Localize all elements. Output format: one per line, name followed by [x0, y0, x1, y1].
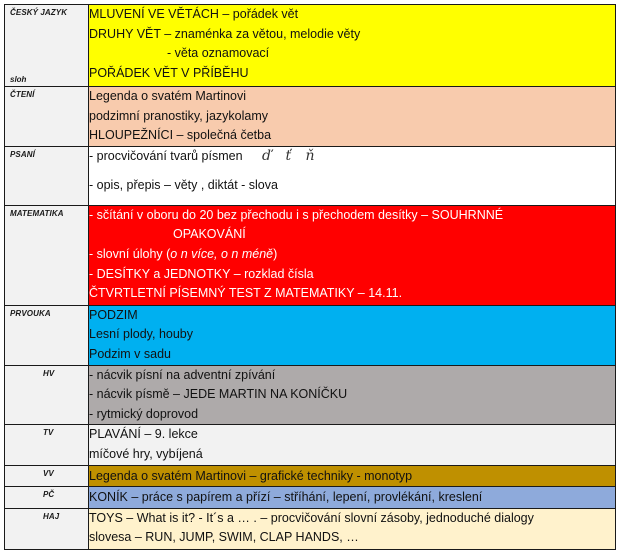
content-cell	[89, 465, 616, 487]
content-line: podzimní pranostiky, jazykolamy	[89, 108, 269, 123]
handwritten-letter: ď	[262, 147, 271, 164]
row-pc	[5, 487, 616, 509]
content-line	[89, 245, 615, 265]
handwriting-sample	[252, 148, 315, 164]
row-matematika	[5, 205, 616, 305]
subject-cell	[5, 425, 89, 465]
row-hv	[5, 365, 616, 425]
content-line: OPAKOVÁNÍ	[173, 227, 246, 242]
handwritten-letter: ť	[285, 147, 292, 164]
subject-name: HV	[43, 368, 55, 378]
content-line: Legenda o svatém Martinovi	[89, 89, 247, 103]
content-text: )	[273, 246, 278, 261]
handwritten-letter: ň	[305, 147, 315, 164]
row-haj	[5, 508, 616, 549]
row-psani	[5, 146, 616, 205]
content-line: - nácvik písní na adventní zpívání	[89, 367, 276, 382]
content-cell	[89, 487, 616, 509]
schedule-table	[4, 4, 616, 550]
content-cell	[89, 205, 616, 305]
row-prvouka	[5, 305, 616, 365]
content-cell	[89, 305, 616, 365]
content-line: PODZIM	[89, 307, 138, 322]
content-line: - rytmický doprovod	[89, 406, 199, 421]
subject-name: ČESKÝ JAZYK	[10, 8, 68, 17]
content-cell	[89, 146, 616, 205]
row-tv	[5, 425, 616, 465]
content-line: KONÍK – práce s papírem a přízí – stříhání, lepení, provlékání, kreslení	[89, 490, 483, 505]
content-line	[89, 147, 615, 167]
content-cell	[89, 425, 616, 465]
subject-cell	[5, 508, 89, 549]
content-line: Legenda o svatém Martinovi – grafické techniky - monotyp	[89, 468, 413, 483]
content-line: MLUVENÍ VE VĚTÁCH – pořádek vět	[89, 7, 299, 21]
subject-name: PSANÍ	[10, 149, 35, 159]
subject-name: MATEMATIKA	[10, 208, 64, 218]
subject-cell	[5, 365, 89, 425]
subject-cell	[5, 465, 89, 487]
content-text: - slovní úlohy (	[89, 246, 171, 261]
row-cteni	[5, 87, 616, 147]
content-line: PLAVÁNÍ – 9. lekce	[89, 427, 198, 442]
content-line: DRUHY VĚT – znaménka za větou, melodie věty	[89, 26, 361, 41]
content-line: HLOUPEŽNÍCI – společná četba	[89, 128, 272, 143]
subject-name: PRVOUKA	[10, 308, 51, 318]
subject-cell	[5, 146, 89, 205]
row-cesky-jazyk	[5, 5, 616, 87]
content-cell	[89, 365, 616, 425]
content-line: slovesa – RUN, JUMP, SWIM, CLAP HANDS, …	[89, 530, 359, 545]
content-cell	[89, 508, 616, 549]
row-vv	[5, 465, 616, 487]
subject-name: VV	[43, 468, 54, 478]
content-line: míčové hry, vybíjená	[89, 446, 203, 461]
subject-name: PČ	[43, 490, 55, 500]
content-line: - sčítání v oboru do 20 bez přechodu i s přechodem desítky – SOUHRNNÉ	[89, 207, 504, 222]
content-line: Podzim v sadu	[89, 346, 171, 361]
subject-name: TV	[43, 428, 54, 438]
content-text-italic: o n více, o n méně	[170, 246, 274, 261]
content-line: Lesní plody, houby	[89, 327, 194, 342]
content-line: - opis, přepis – věty , diktát - slova	[89, 178, 278, 193]
subject-cell	[5, 305, 89, 365]
content-line: POŘÁDEK VĚT V PŘÍBĚHU	[89, 65, 249, 80]
subject-name: ČTENÍ	[10, 90, 35, 99]
subject-sublabel: sloh	[10, 75, 27, 84]
subject-cell	[5, 487, 89, 509]
subject-cell	[5, 5, 89, 87]
content-cell	[89, 87, 616, 147]
content-line: TOYS – What is it? - It´s a … . – procvičování slovní zásoby, jednoduché dialogy	[89, 510, 534, 525]
content-text: - procvičování tvarů písmen	[89, 148, 243, 163]
content-line: - nácvik písmě – JEDE MARTIN NA KONÍČKU	[89, 387, 348, 402]
content-cell	[89, 5, 616, 87]
content-line: ČTVRTLETNÍ PÍSEMNÝ TEST Z MATEMATIKY – 14.11.	[89, 286, 403, 301]
content-line: - věta oznamovací	[167, 46, 270, 61]
subject-cell	[5, 205, 89, 305]
subject-name: HAJ	[43, 511, 60, 521]
content-line: - DESÍTKY a JEDNOTKY – rozklad čísla	[89, 266, 314, 281]
subject-cell	[5, 87, 89, 147]
